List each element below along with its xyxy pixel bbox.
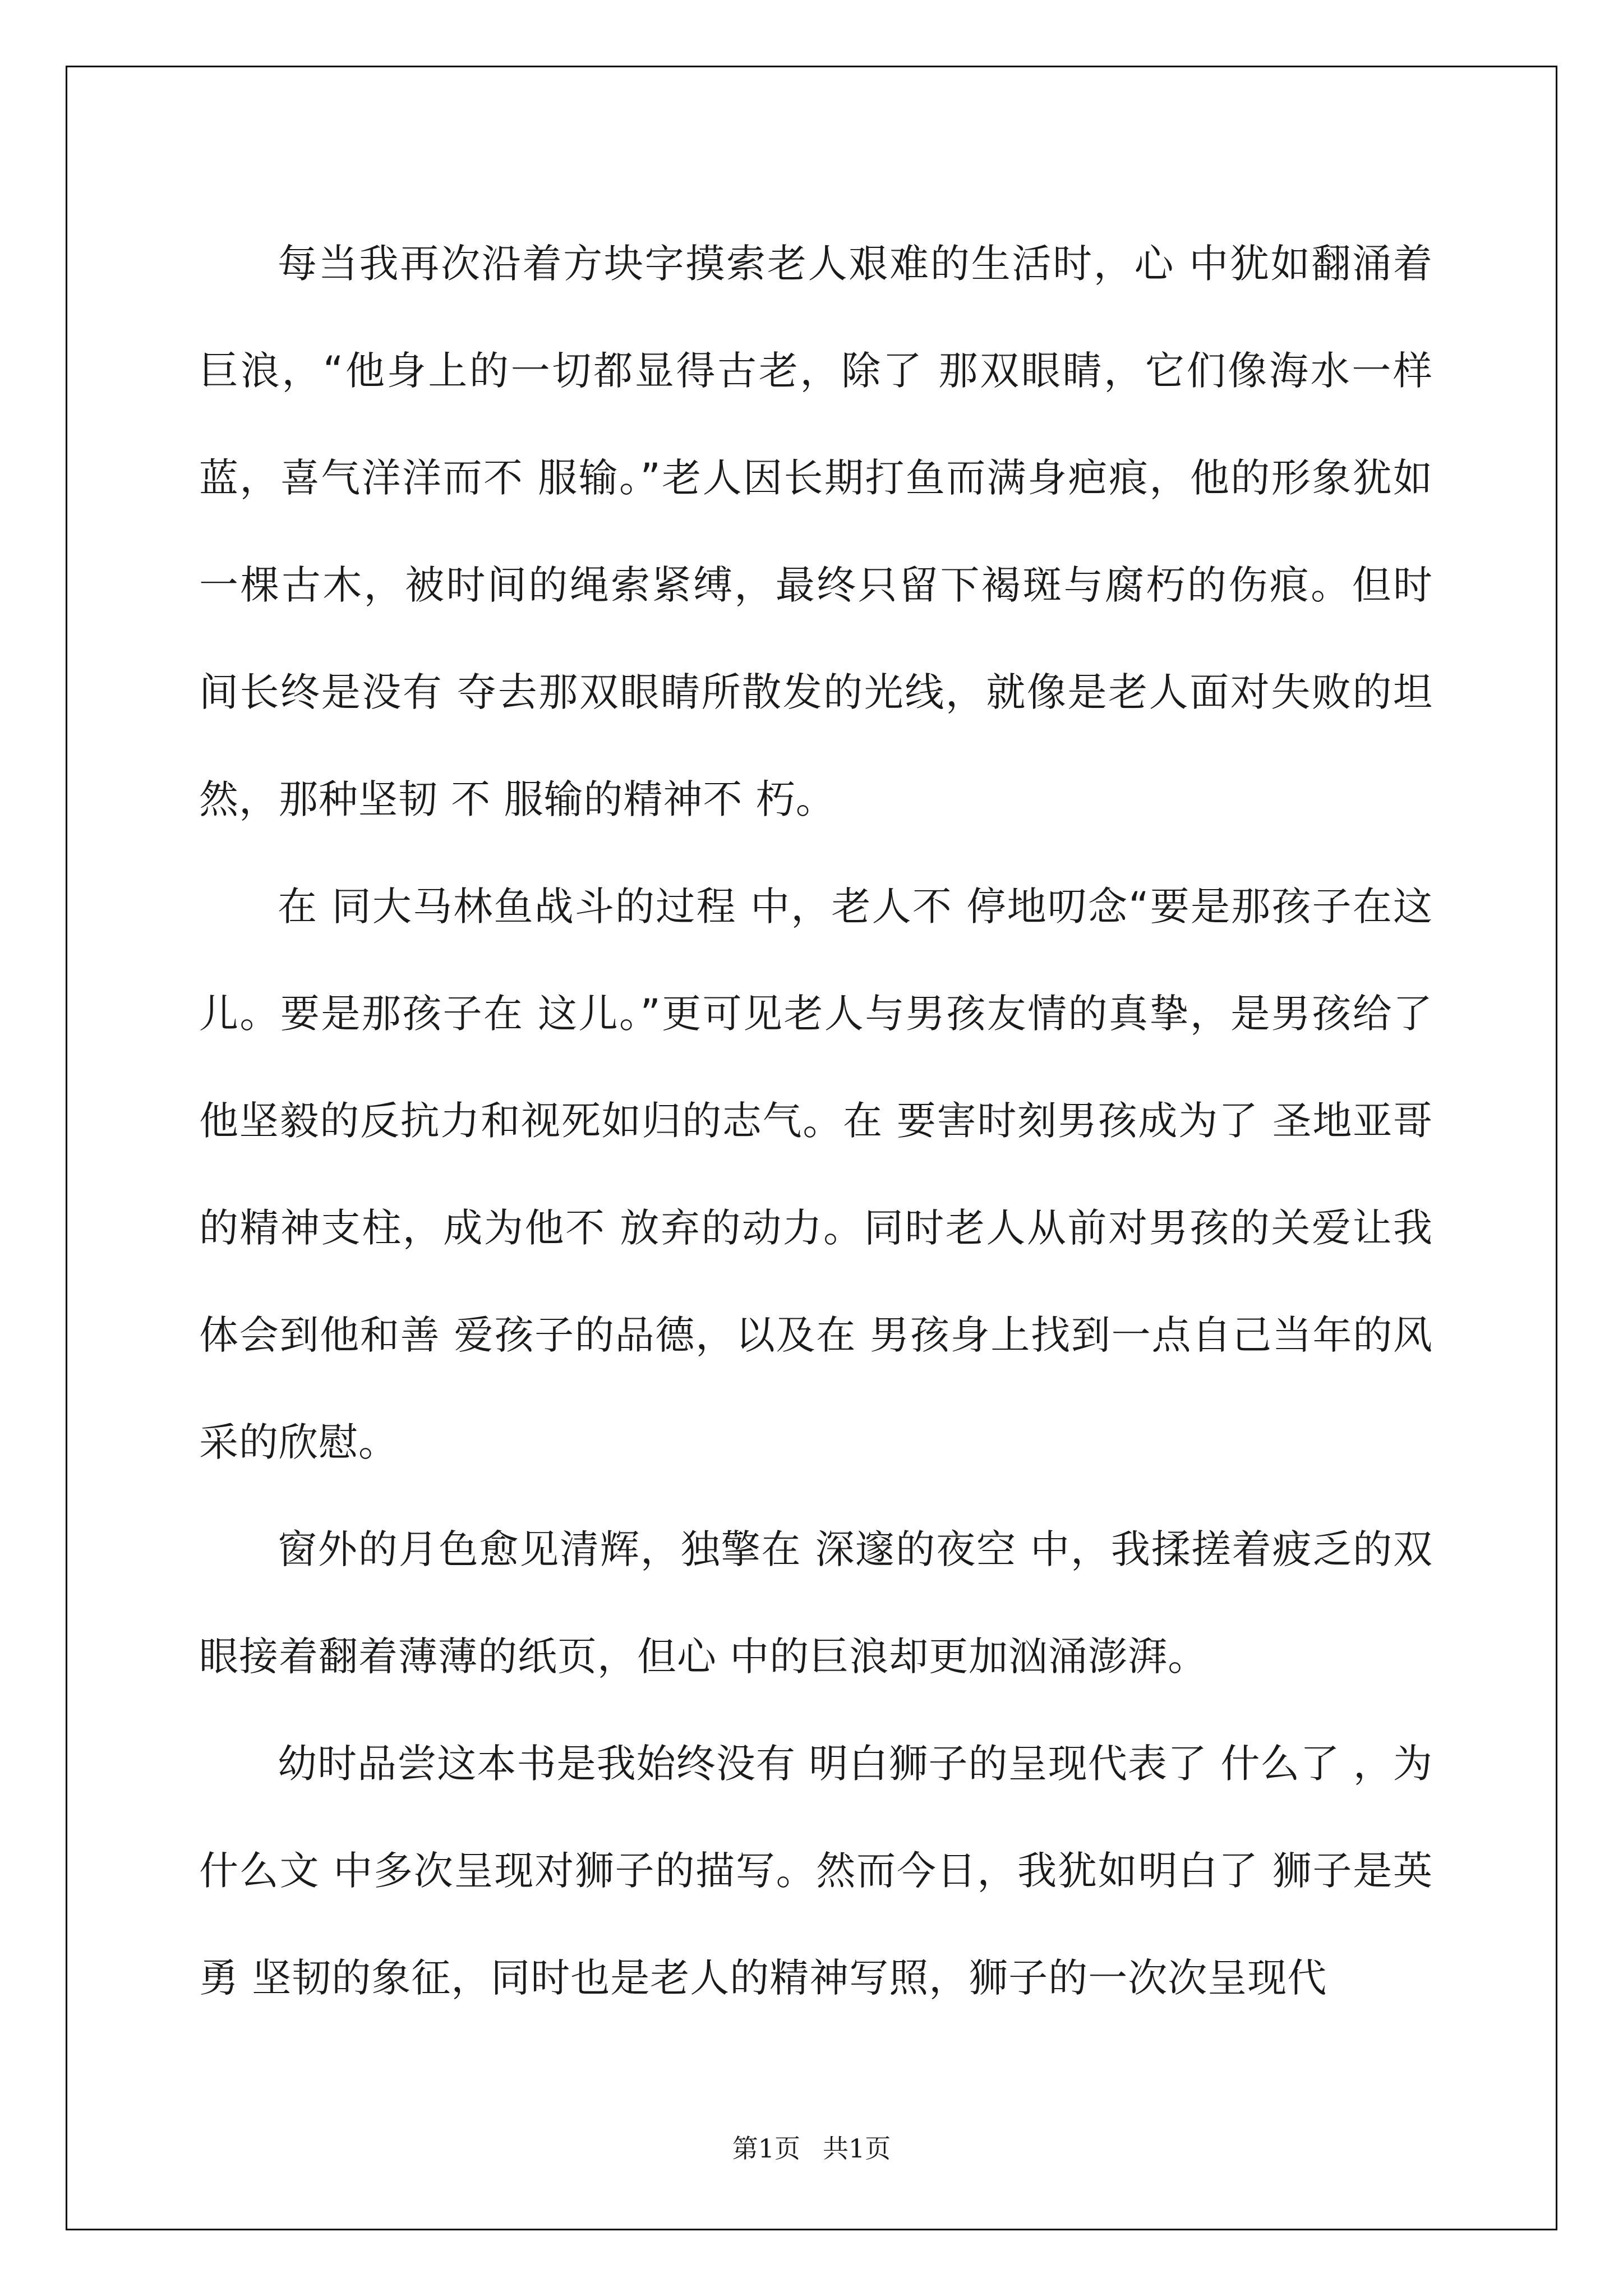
- document-body: [199, 210, 1433, 2032]
- page-number: 第1页: [732, 2133, 800, 2164]
- paragraph-2: 在 同大马林鱼战斗的过程 中，老人不 停地叨念“要是那孩子在这儿。要是那孩子在 这儿。”更可见老人与男孩友情的真挚，是男孩给了 他坚毅的反抗力和视死如归的志气。在 要害时刻男孩成为了 圣地亚哥的精神支柱，成为他不 放弃的动力。同时老人从前对男孩的关爱让我体会到他和善 爱孩子的品德，以及在 男孩身上找到一点自己当年的风采的欣慰。: [199, 884, 1433, 1465]
- paragraph-1: 每当我再次沿着方块字摸索老人艰难的生活时，心 中犹如翻涌着巨浪，“他身上的一切都显得古老，除了 那双眼睛，它们像海水一样蓝，喜气洋洋而不 服输。”老人因长期打鱼而满身疤痕，他的形象犹如一棵古木，被时间的绳索紧缚，最终只留下褐斑与腐朽的伤痕。但时间长终是没有 夺去那双眼睛所散发的光线，就像是老人面对失败的坦然，那种坚韧 不 服输的精神不 朽。: [199, 241, 1433, 822]
- paragraph-3: 窗外的月色愈见清辉，独擎在 深邃的夜空 中，我揉搓着疲乏的双眼接着翻着薄薄的纸页，但心 中的巨浪却更加汹涌澎湃。: [199, 1526, 1433, 1680]
- page-footer: [0, 2132, 1623, 2165]
- page-total: 共1页: [823, 2133, 891, 2164]
- paragraph-4: 幼时品尝这本书是我始终没有 明白狮子的呈现代表了 什么了 ，为什么文 中多次呈现对狮子的描写。然而今日，我犹如明白了 狮子是英勇 坚韧的象征，同时也是老人的精神写照，狮子的一次次呈现代: [199, 1741, 1433, 2001]
